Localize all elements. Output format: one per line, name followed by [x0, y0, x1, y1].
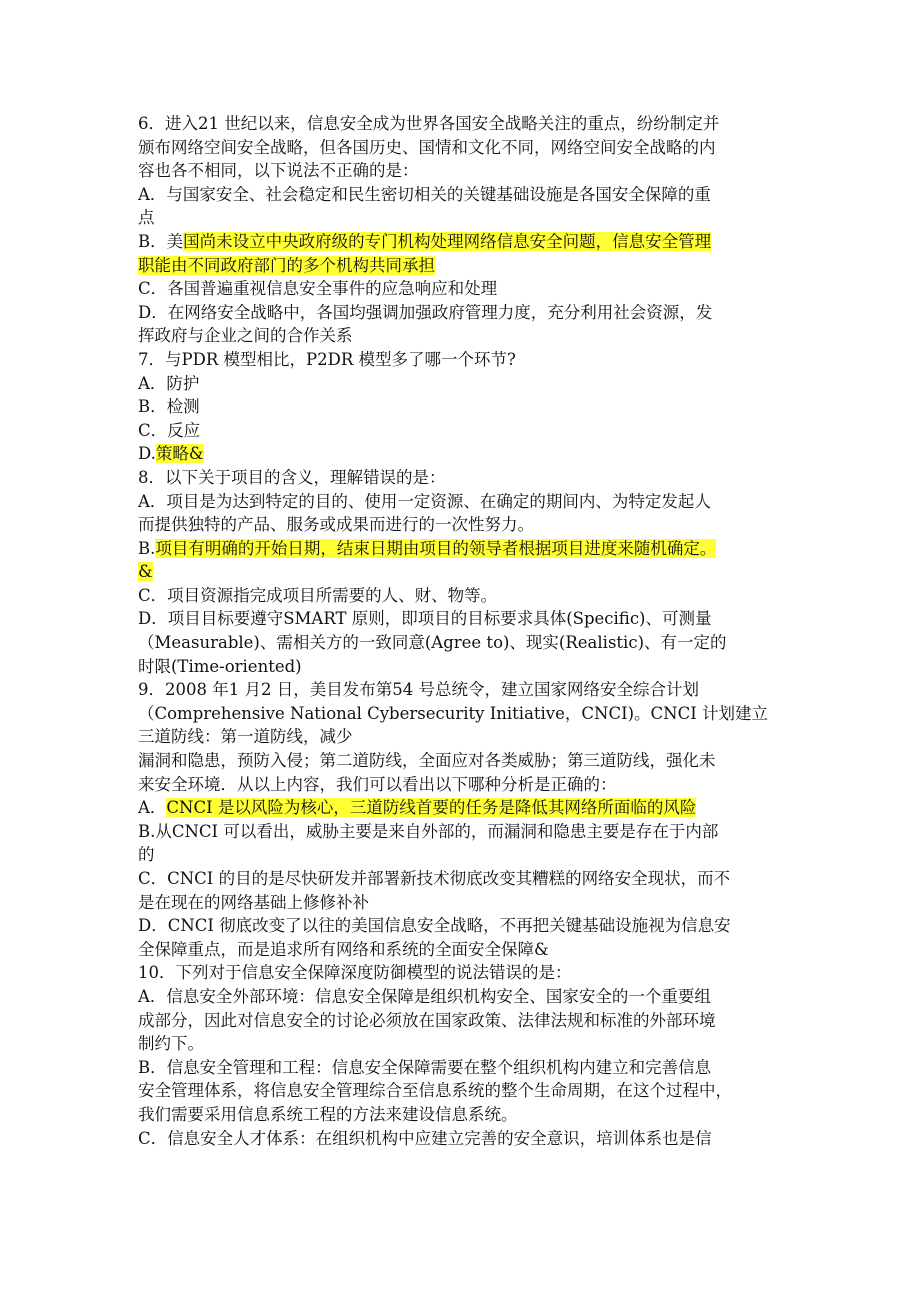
highlighted-answer: CNCI 是以风险为核心，三道防线首要的任务是降低其网络所面临的风险: [166, 798, 697, 818]
line-text: B．检测: [138, 397, 200, 417]
highlighted-answer: &: [138, 562, 153, 582]
line-text: 点: [138, 208, 155, 228]
highlighted-answer: 国尚未设立中央政府级的专门机构处理网络信息安全问题，信息安全管理: [183, 231, 712, 251]
text-line: [138, 301, 788, 325]
text-line: [138, 607, 788, 631]
line-text: C．项目资源指完成项目所需要的人、财、物等。: [138, 585, 498, 605]
text-line: [138, 419, 788, 443]
text-line: [138, 560, 788, 584]
text-line: [138, 773, 788, 797]
line-text: D.: [138, 444, 156, 464]
line-text: B．美: [138, 231, 184, 251]
text-line: [138, 1056, 788, 1080]
line-text: B.: [138, 538, 156, 558]
line-text: 时限(Time-oriented): [138, 656, 302, 676]
text-line: [138, 206, 788, 230]
line-text: 颁布网络空间安全战略，但各国历史、国情和文化不同，网络空间安全战略的内: [138, 137, 716, 157]
line-text: 成部分，因此对信息安全的讨论必须放在国家政策、法律法规和标准的外部环境: [138, 1010, 716, 1030]
text-line: [138, 725, 788, 749]
line-text: D．项目目标要遵守SMART 原则，即项目的目标要求具体(Specific)、可测量: [138, 609, 712, 629]
line-text: 安全管理体系，将信息安全管理综合至信息系统的整个生命周期，在这个过程中，: [138, 1081, 732, 1101]
text-line: [138, 537, 788, 561]
line-text: C．信息安全人才体系：在组织机构中应建立完善的安全意识，培训体系也是信: [138, 1128, 712, 1148]
line-text: 三道防线：第一道防线，减少: [138, 727, 353, 747]
line-text: 容也各不相同，以下说法不正确的是：: [138, 161, 419, 181]
line-text: C．各国普遍重视信息安全事件的应急响应和处理: [138, 279, 498, 299]
text-line: [138, 820, 788, 844]
highlighted-answer: 项目有明确的开始日期，结束日期由项目的领导者根据项目进度来随机确定。: [155, 538, 717, 558]
text-line: [138, 136, 788, 160]
text-line: [138, 442, 788, 466]
text-line: [138, 254, 788, 278]
line-text: 7．与PDR 模型相比，P2DR 模型多了哪一个环节?: [138, 349, 516, 369]
text-line: [138, 702, 788, 726]
line-text: 挥政府与企业之间的合作关系: [138, 326, 353, 346]
line-text: 9．2008 年1 月2 日，美目发布第54 号总统令，建立国家网络安全综合计划: [138, 680, 699, 700]
text-line: [138, 749, 788, 773]
highlighted-answer: 职能由不同政府部门的多个机构共同承担: [138, 255, 435, 275]
text-line: [138, 938, 788, 962]
line-text: 10．下列对于信息安全保障深度防御模型的说法错误的是：: [138, 963, 572, 983]
text-line: [138, 112, 788, 136]
text-line: [138, 1103, 788, 1127]
text-line: [138, 1032, 788, 1056]
line-text: B．信息安全管理和工程：信息安全保障需要在整个组织机构内建立和完善信息: [138, 1057, 712, 1077]
line-text: A．项目是为达到特定的目的、使用一定资源、在确定的期间内、为特定发起人: [138, 491, 711, 511]
line-text: D．CNCI 彻底改变了以往的美国信息安全战略，不再把关键基础设施视为信息安: [138, 916, 731, 936]
text-line: [138, 961, 788, 985]
line-text: 8．以下关于项目的含义，理解错误的是：: [138, 467, 446, 487]
text-line: [138, 891, 788, 915]
text-line: [138, 372, 788, 396]
text-line: [138, 584, 788, 608]
text-line: [138, 277, 788, 301]
text-line: [138, 183, 788, 207]
text-line: [138, 1127, 788, 1151]
text-line: [138, 466, 788, 490]
highlighted-answer: 策略&: [155, 444, 204, 464]
text-line: [138, 796, 788, 820]
line-text: 制约下。: [138, 1034, 204, 1054]
line-text: 6．进入21 世纪以来，信息安全成为世界各国安全战略关注的重点，纷纷制定并: [138, 114, 720, 133]
line-text: 来安全环境．从以上内容，我们可以看出以下哪种分析是正确的：: [138, 774, 617, 794]
text-line: [138, 655, 788, 679]
text-line: [138, 348, 788, 372]
text-line: [138, 1079, 788, 1103]
line-text: D．在网络安全战略中，各国均强调加强政府管理力度，充分利用社会资源，发: [138, 302, 713, 322]
line-text: A．与国家安全、社会稳定和民生密切相关的关键基础设施是各国安全保障的重: [138, 184, 711, 204]
line-text: （Comprehensive National Cybersecurity Initiative，CNCI)。CNCI 计划建立: [138, 703, 768, 723]
line-text: 的: [138, 845, 155, 865]
line-text: C．反应: [138, 420, 201, 440]
text-line: [138, 678, 788, 702]
text-line: [138, 513, 788, 537]
document-body: [138, 112, 788, 1150]
line-text: （Measurable)、需相关方的一致同意(Agree to)、现实(Realistic)、有一定的: [138, 633, 727, 653]
text-line: [138, 490, 788, 514]
line-text: 全保障重点，而是追求所有网络和系统的全面安全保障&: [138, 939, 549, 959]
line-text: 而提供独特的产品、服务或成果而进行的一次性努力。: [138, 515, 534, 535]
text-line: [138, 159, 788, 183]
text-line: [138, 1009, 788, 1033]
text-line: [138, 985, 788, 1009]
line-text: C．CNCI 的目的是尽快研发并部署新技术彻底改变其糟糕的网络安全现状，而不: [138, 869, 731, 888]
line-text: B.从CNCI 可以看出，威胁主要是来自外部的，而漏洞和隐患主要是存在于内部: [138, 821, 719, 841]
text-line: [138, 230, 788, 254]
line-text: A．信息安全外部环境：信息安全保障是组织机构安全、国家安全的一个重要组: [138, 986, 711, 1006]
text-line: [138, 867, 788, 891]
text-line: [138, 324, 788, 348]
text-line: [138, 631, 788, 655]
line-text: 是在现在的网络基础上修修补补: [138, 892, 369, 912]
line-text: A．防护: [138, 373, 200, 393]
text-line: [138, 914, 788, 938]
line-text: 我们需要采用信息系统工程的方法来建设信息系统。: [138, 1104, 518, 1124]
line-text: A．: [138, 798, 167, 818]
text-line: [138, 843, 788, 867]
text-line: [138, 395, 788, 419]
line-text: 漏洞和隐患，预防入侵；第二道防线，全面应对各类威胁；第三道防线，强化未: [138, 751, 716, 771]
